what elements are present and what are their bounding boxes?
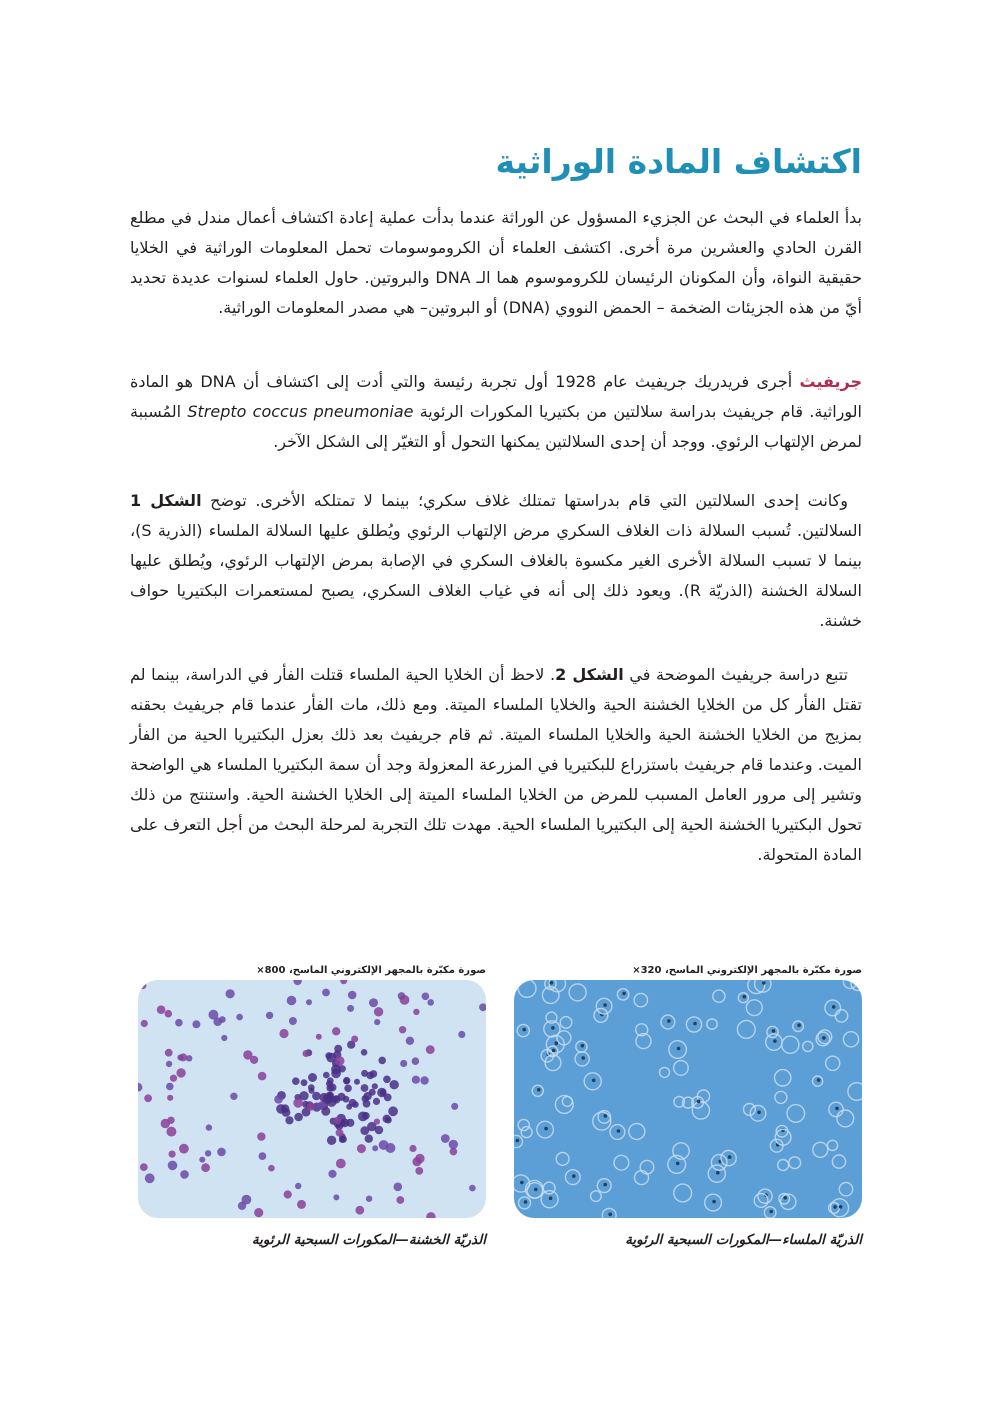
bacteria-cell [362, 1112, 370, 1120]
figure-left-caption: الذريّة الخشنة—المكورات السبحية الرئوية [251, 1232, 486, 1248]
micrograph-rough [138, 980, 486, 1218]
colony-dot [817, 1078, 821, 1082]
bacteria-cell [285, 1116, 293, 1124]
bacteria-cell [383, 1076, 391, 1084]
bacteria-cell [169, 1151, 176, 1158]
bacteria-cell [289, 1017, 297, 1025]
figure-smooth-strain [514, 962, 862, 1248]
bacteria-cell [415, 1167, 423, 1175]
colony-dot [839, 1205, 843, 1209]
bacteria-cell [374, 1119, 380, 1125]
bacteria-cell [279, 1029, 288, 1038]
bacteria-cell [374, 1019, 380, 1025]
bacteria-cell [201, 1163, 210, 1172]
bacteria-cell [469, 1185, 476, 1192]
bacteria-cell [287, 996, 297, 1006]
colony-dot [622, 992, 626, 996]
bacteria-cell [328, 1170, 336, 1178]
bacteria-cell [412, 1076, 420, 1084]
colony-dot [550, 981, 554, 985]
colony-dot [757, 1111, 761, 1115]
bacteria-cell [145, 1173, 155, 1183]
colony-dot [769, 1210, 773, 1214]
bacteria-cell [167, 1095, 173, 1101]
bacteria-cell [180, 1170, 189, 1179]
bacteria-cell [378, 1057, 386, 1065]
intro-paragraph: بدأ العلماء في البحث عن الجزيء المسؤول عن الوراثة عندما بدأت عملية إعادة اكتشاف أعمال مندل في مطلع القرن الحادي والعشرين مرة أخرى. اكتشف العلماء أن الكروموسومات تحمل المعلومات الوراثية في الخلايا حقيقية النواة، وأن المكونان الرئيسان للكروموسوم هما الـ DNA والبروتين. حاول العلماء لسنوات عديدة تحديد أيّ من هذه الجزيئات الضخمة – الحمض النووي (DNA) أو البروتين– هي مصدر المعلومات الوراثية. [130, 208, 863, 317]
bacteria-cell [333, 1096, 339, 1102]
micrograph-smooth [514, 980, 862, 1218]
bacteria-cell [326, 1053, 336, 1063]
bacteria-cell [243, 1050, 252, 1059]
bacteria-cell [323, 1072, 330, 1079]
colony-dot [522, 1028, 526, 1032]
bacteria-cell [144, 1094, 152, 1102]
colony-dot [772, 1029, 776, 1033]
figure-right-caption: الذريّة الملساء—المكورات السبحية الرئوية [625, 1232, 862, 1248]
bacteria-cell [347, 1005, 354, 1012]
bacteria-cell [259, 1152, 267, 1160]
bacteria-cell [308, 1073, 317, 1082]
bacteria-cell [400, 1060, 407, 1067]
bacteria-cell [449, 1140, 458, 1149]
bacteria-cell [340, 1136, 347, 1143]
bacteria-cell [343, 1096, 350, 1103]
bacteria-cell [335, 1056, 344, 1065]
bacteria-cell [139, 982, 146, 989]
colony-dot [516, 1139, 520, 1143]
bacteria-cell [361, 1084, 369, 1092]
bacteria-cell [295, 1183, 301, 1189]
bacteria-cell [400, 995, 410, 1005]
bacteria-cell [327, 1136, 336, 1145]
experiment-paragraph [130, 660, 862, 870]
colony-dot [581, 1044, 585, 1048]
bacteria-cell [406, 1037, 414, 1045]
bacteria-cell [374, 1007, 383, 1016]
colony-dot [728, 1155, 732, 1159]
colony-dot [552, 1049, 556, 1053]
bacteria-cell [385, 1117, 392, 1124]
bacteria-cell [292, 1077, 300, 1085]
bacteria-cell [140, 1163, 148, 1171]
bacteria-cell [284, 1190, 292, 1198]
colony-dot [617, 1129, 621, 1133]
bacteria-cell [236, 1014, 243, 1021]
bacteria-cell [179, 1144, 189, 1154]
colony-dot [667, 1019, 671, 1023]
colony-dot [743, 995, 747, 999]
colony-dot [677, 1047, 681, 1051]
bacteria-cell [413, 1009, 419, 1015]
colony-dot [676, 1162, 680, 1166]
colony-dot [693, 1022, 697, 1026]
bacteria-cell [332, 1027, 340, 1035]
colony-dot [534, 1188, 538, 1192]
bacteria-cell [355, 1206, 364, 1215]
bacteria-cell [176, 1068, 185, 1077]
bacteria-cell [199, 1157, 205, 1163]
bacteria-cell [458, 1031, 465, 1038]
bacteria-cell [230, 1093, 237, 1100]
bacteria-cell [282, 1108, 291, 1117]
colony-dot [783, 1196, 787, 1200]
figure-1-ref: الشكل 1 [130, 491, 202, 510]
bacteria-cell [388, 1106, 398, 1116]
bacteria-cell [409, 1145, 416, 1152]
bacteria-cell [166, 1127, 176, 1137]
bacteria-cell [352, 1101, 359, 1108]
bacteria-cell [380, 1089, 387, 1096]
bacteria-cell [372, 1145, 378, 1151]
bacteria-cell [351, 1036, 358, 1043]
strains-text-b: السلالتين. تُسبب السلالة ذات الغلاف السكري مرض الإلتهاب الرئوي ويُطلق عليها السلالة الملساء (الذرية S)، بينما لا تسبب السلالة الأخرى الغير مكسوة بالغلاف السكري في الإصابة بمرض الإلتهاب الرئوي، ويُطلق عليها السلالة الخشنة (الذريّة R). ويعود ذلك إلى أنه في غياب الغلاف السكري، يصبح لمستعمرات البكتيريا حواف خشنة. [130, 521, 862, 630]
figure-left-note: صورة مكبّرة بالمجهر الإلكتروني الماسح، 800× [256, 965, 486, 976]
bacteria-cell [334, 1117, 341, 1124]
bacteria-cell [327, 1077, 334, 1084]
bacteria-cell [312, 1092, 321, 1101]
colony-dot [716, 1171, 720, 1175]
strains-text-a: وكانت إحدى السلالتين التي قام بدراستها تمتلك غلاف سكري؛ بينما لا تمتلكه الأخرى. توضح [201, 491, 848, 510]
bacteria-cell [165, 1010, 173, 1018]
bacteria-cell [168, 1161, 178, 1171]
colony-dot [608, 1213, 612, 1217]
bacteria-cell [354, 1079, 360, 1085]
bacteria-cell [348, 991, 357, 1000]
colony-dot [549, 1196, 553, 1200]
bacteria-cell [361, 1049, 368, 1056]
colony-dot [712, 1200, 716, 1204]
bacteria-cell [373, 1098, 380, 1105]
bacteria-cell [301, 1079, 308, 1086]
bacteria-cell [426, 1045, 435, 1054]
figure-right-note: صورة مكبّرة بالمجهر الإلكتروني الماسح، 320× [632, 965, 862, 976]
bacteria-cell [205, 1150, 211, 1156]
bacteria-cell [363, 1100, 371, 1108]
bacteria-cell [412, 1157, 421, 1166]
figure-2-ref: الشكل 2 [555, 665, 624, 684]
experiment-text-a: تتبع دراسة جريفيث الموضحة في [623, 665, 849, 684]
colony-dot [833, 1205, 837, 1209]
bacteria-cell [412, 1057, 420, 1065]
bacteria-cell [254, 1208, 263, 1217]
colony-dot [603, 1183, 607, 1187]
bacteria-cell [322, 989, 330, 997]
bacteria-cell [334, 1045, 342, 1053]
colony-dot [604, 1114, 608, 1118]
bacteria-cell [451, 1103, 458, 1110]
bacteria-cell [206, 1124, 212, 1130]
bacteria-cell [179, 1053, 187, 1061]
colony-dot [537, 1088, 541, 1092]
bacteria-cell [363, 1092, 371, 1100]
bacteria-cell [420, 1076, 428, 1084]
griffith-text-b: المُسببة لمرض الإلتهاب الرئوي. ووجد أن إحدى السلالتين يمكنها التحول أو التغيّر إلى الشكل الآخر. [130, 402, 862, 451]
bacteria-cell [399, 1026, 406, 1033]
bacteria-cell [450, 1148, 458, 1156]
colony-dot [524, 1200, 528, 1204]
bacteria-cell [303, 1050, 310, 1057]
bacteria-cell [422, 993, 430, 1001]
bacteria-cell [157, 1005, 166, 1014]
figure-rough-strain [138, 962, 486, 1248]
colony-dot [822, 1036, 826, 1040]
colony-dot [555, 1041, 559, 1045]
colony-dot [857, 981, 861, 985]
colony-dot [762, 981, 766, 985]
bacteria-cell [316, 1034, 322, 1040]
bacteria-cell [258, 1072, 267, 1081]
bacteria-cell [344, 1085, 352, 1093]
bacteria-cell [336, 1159, 346, 1169]
bacteria-cell [268, 1165, 275, 1172]
griffith-term: جريفيث [799, 372, 863, 391]
bacteria-cell [369, 998, 378, 1007]
bacteria-cell [209, 1010, 219, 1020]
bacteria-cell [357, 1144, 366, 1153]
bacteria-cell [297, 1200, 306, 1209]
bacteria-cell [175, 1019, 183, 1027]
griffith-paragraph [130, 367, 862, 457]
colony-dot [835, 1107, 839, 1111]
colony-dot [832, 1005, 836, 1009]
bacteria-cell [161, 1119, 170, 1128]
bacteria-cell [257, 1132, 265, 1140]
colony-dot [572, 1174, 576, 1178]
bacteria-cell [306, 999, 312, 1005]
bacteria-cell [226, 989, 235, 998]
bacteria-cell [336, 1129, 344, 1137]
colony-dot [697, 1100, 701, 1104]
bacteria-cell [365, 1135, 373, 1143]
colony-dot [592, 1079, 596, 1083]
micrograph-smooth-image [514, 980, 862, 1218]
bacteria-cell [266, 1012, 273, 1019]
colony-dot [773, 1039, 777, 1043]
bacteria-cell [165, 1049, 173, 1057]
colony-dot [544, 1127, 548, 1131]
bacteria-cell [343, 1077, 350, 1084]
micrograph-rough-background [138, 980, 486, 1218]
colony-dot [797, 1023, 801, 1027]
bacteria-cell [192, 1020, 200, 1028]
griffith-text-a: أجرى فريدريك جريفيث عام 1928 أول تجربة رئيسة والتي أدت إلى اكتشاف أن DNA هو المادة الوراثية. قام جريفيث بدراسة سلالتين من بكتيريا المكورات الرئوية [130, 372, 862, 421]
bacteria-cell [427, 999, 434, 1006]
bacteria-cell [317, 1101, 325, 1109]
bacteria-cell [326, 1084, 334, 1092]
strains-paragraph [130, 486, 862, 636]
colony-dot [551, 1026, 555, 1030]
bacteria-cell [242, 1195, 252, 1205]
bacteria-cell [221, 1035, 227, 1041]
bacteria-cell [293, 1098, 303, 1108]
bacteria-cell [370, 1070, 378, 1078]
bacteria-cell [394, 1183, 403, 1192]
bacteria-cell [396, 1196, 404, 1204]
micrograph-smooth-background [514, 980, 862, 1218]
bacteria-cell [166, 1083, 174, 1091]
bacteria-cell [294, 1113, 303, 1122]
bacteria-cell [219, 1016, 226, 1023]
micrograph-rough-image [138, 980, 486, 1218]
bacteria-cell [441, 1134, 450, 1143]
page-title: اكتشاف المادة الوراثية [495, 142, 862, 181]
bacteria-cell [170, 1075, 177, 1082]
bacteria-cell [333, 1194, 339, 1200]
colony-dot [520, 1181, 524, 1185]
bacteria-cell [141, 1020, 148, 1027]
colony-dot [603, 1003, 607, 1007]
bacteria-cell [307, 1103, 315, 1111]
species-name: Strepto coccus pneumoniae [187, 402, 414, 421]
bacteria-cell [385, 1143, 395, 1153]
bacteria-cell [274, 1095, 283, 1104]
bacteria-cell [324, 1093, 334, 1103]
colony-dot [581, 1056, 585, 1060]
bacteria-cell [166, 1061, 172, 1067]
bacteria-cell [390, 1080, 399, 1089]
experiment-text-b: . لاحظ أن الخلايا الحية الملساء قتلت الفأر في الدراسة، بينما لم تقتل الفأر كل من الخلايا الخشنة الحية والخلايا الملساء الميتة. ومع ذلك، مات الفأر عندما قام جريفيث بحقنه بمزيج من الخلايا الخشنة الحية والخلايا الملساء الميتة. ثم قام جريفيث بعد ذلك بعزل البكتيريا الحية من الفأر الميت. وعندما قام جريفيث باستزراع للبكتيريا في المزرعة المعزولة وجد أن سمة البكتيريا الملساء هي الواضحة وتشير إلى مرور العامل المسبب للمرض من الخلايا الملساء الميتة إلى الخلايا الخشنة الحية. واستنتج من ذلك تحول البكتيريا الخشنة الحية إلى البكتيريا الملساء الحية. مهدت تلك التجربة لمرحلة البحث من أجل التعرف على المادة المتحولة. [130, 665, 862, 864]
bacteria-cell [372, 1083, 378, 1089]
bacteria-cell [217, 1148, 226, 1157]
bacteria-cell [366, 1196, 372, 1202]
